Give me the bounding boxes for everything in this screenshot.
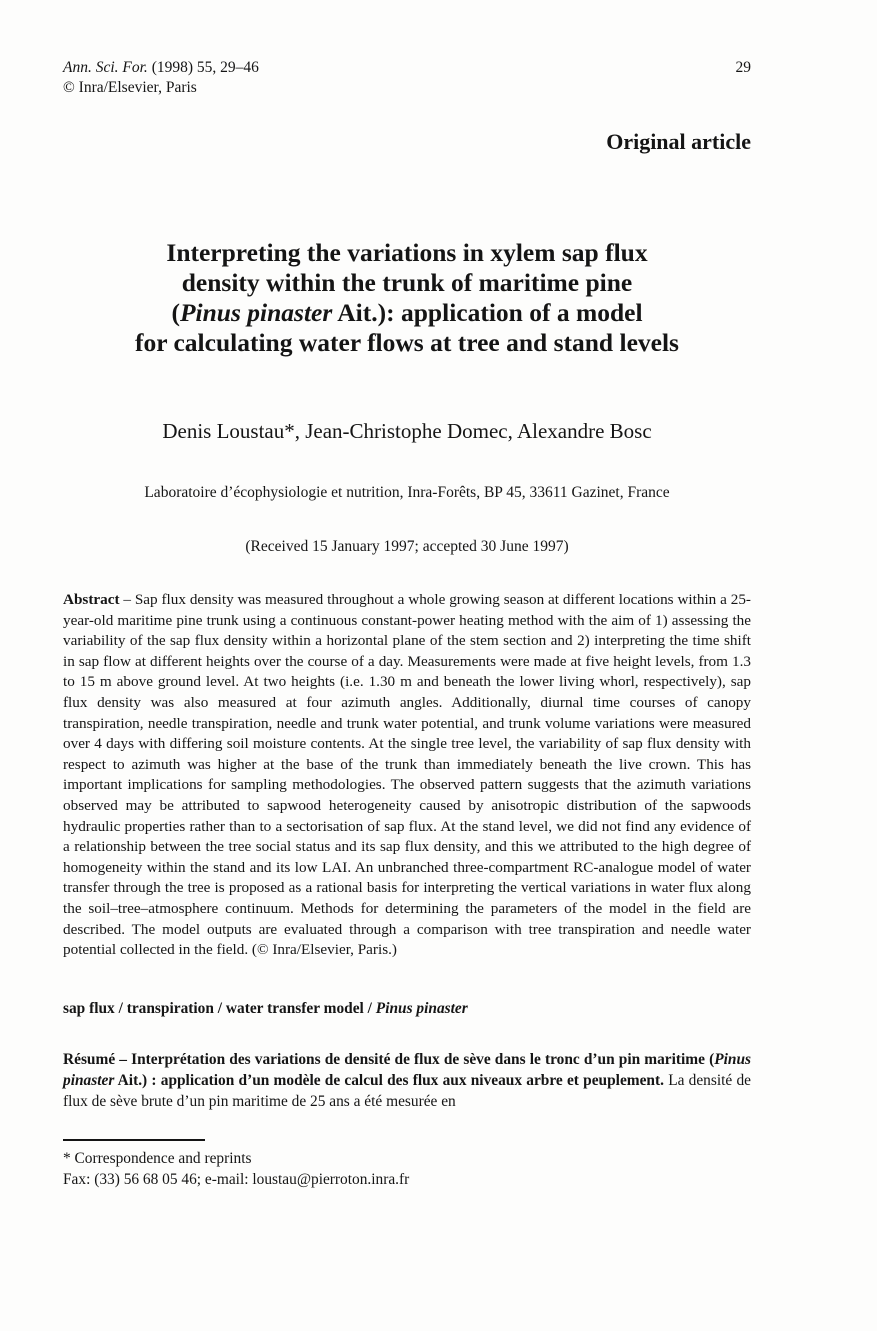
abstract-paragraph bbox=[63, 590, 751, 961]
resume-label: Résumé bbox=[63, 1051, 116, 1068]
resume-separator: – bbox=[115, 1051, 132, 1068]
resume-bold-title-1: Interprétation des variations de densité de flux de sève dans le tronc d’un pin maritime ( bbox=[131, 1051, 715, 1068]
keywords-species: Pinus pinaster bbox=[375, 1000, 468, 1017]
title-line-3 bbox=[63, 298, 751, 328]
journal-reference bbox=[63, 58, 751, 78]
title-line-3-prefix: ( bbox=[171, 298, 180, 327]
species-name: Pinus pinaster bbox=[179, 298, 333, 327]
title-line-4: for calculating water flows at tree and stand levels bbox=[135, 328, 679, 357]
footnote-fax-email: Fax: (33) 56 68 05 46; e-mail: loustau@pierroton.inra.fr bbox=[63, 1170, 410, 1188]
journal-header bbox=[63, 58, 751, 98]
resume-paragraph bbox=[63, 1050, 751, 1112]
copyright-line: © Inra/Elsevier, Paris bbox=[63, 79, 197, 96]
authors-line: Denis Loustau*, Jean-Christophe Domec, Alexandre Bosc bbox=[162, 419, 652, 443]
keywords-text: sap flux / transpiration / water transfer model / bbox=[63, 1000, 376, 1017]
title-line-1: Interpreting the variations in xylem sap flux bbox=[166, 238, 648, 267]
footnote-correspondence: * Correspondence and reprints bbox=[63, 1150, 252, 1167]
title-line-3-suffix: Ait.): application of a model bbox=[332, 298, 643, 327]
article-type-label: Original article bbox=[606, 129, 751, 154]
affiliation-line: Laboratoire d’écophysiologie et nutrition, Inra-Forêts, BP 45, 33611 Gazinet, France bbox=[144, 484, 670, 501]
received-accepted-line: (Received 15 January 1997; accepted 30 June 1997) bbox=[245, 538, 569, 555]
resume-bold-title-2: Ait.) : application d’un modèle de calcul des flux aux niveaux arbre et peuplement. bbox=[114, 1071, 664, 1089]
abstract-separator: – bbox=[119, 591, 135, 608]
footnote-block bbox=[63, 1149, 751, 1190]
article-title bbox=[63, 238, 751, 358]
abstract-text: Sap flux density was measured throughout a whole growing season at different locations within a 25-year-old maritime pine trunk using a continuous constant-power heating method with the aim of 1) assessing the variability of the sap flux density within a horizontal plane of the stem section and 2) interpreting the time shift in sap flow at different heights over the course of a day. Measurements were made at five height levels, from 1.3 to 15 m above ground level. At two heights (i.e. 1.30 m and beneath the lower living whorl, respectively), sap flux density was also measured at four azimuth angles. Additionally, diurnal time courses of canopy transpiration, needle transpiration, needle and trunk water potential, and trunk volume variations were measured over 4 days with differing soil moisture contents. At the single tree level, the variability of sap flux density with respect to azimuth was higher at the base of the trunk than immediately beneath the live crown. This has important implications for sampling methodologies. The observed pattern suggests that the azimuth variations observed may be attributed to sapwood heterogeneity caused by anisotropic distribution of the sapwoods hydraulic properties rather than to a sectorisation of sap flux. At the stand level, we did not find any evidence of a relationship between the tree social status and its sap flux density, and this we attributed to the high degree of homogeneity within the stand and its low LAI. An unbranched three-compartment RC-analogue model of water transfer through the tree is proposed as a rational basis for interpreting the vertical variations in water flux along the soil–tree–atmosphere continuum. Methods for determining the parameters of the model in the field are described. The model outputs are evaluated through a comparison with tree transpiration and needle water potential collected in the field. (© Inra/Elsevier, Paris.) bbox=[63, 591, 751, 959]
resume-text: La densité de flux de sève brute d’un pin maritime de 25 ans a été mesurée en bbox=[63, 1071, 751, 1110]
resume-species: Pinus pinaster bbox=[63, 1051, 752, 1089]
abstract-label: Abstract bbox=[63, 591, 120, 608]
text-block bbox=[63, 0, 751, 1331]
journal-name: Ann. Sci. For. bbox=[63, 59, 148, 76]
journal-issue-pages: (1998) 55, 29–46 bbox=[147, 59, 259, 76]
page-number: 29 bbox=[735, 59, 751, 76]
title-line-2: density within the trunk of maritime pine bbox=[181, 268, 633, 297]
footnote-rule bbox=[63, 1139, 205, 1141]
keywords-line bbox=[63, 1000, 751, 1018]
